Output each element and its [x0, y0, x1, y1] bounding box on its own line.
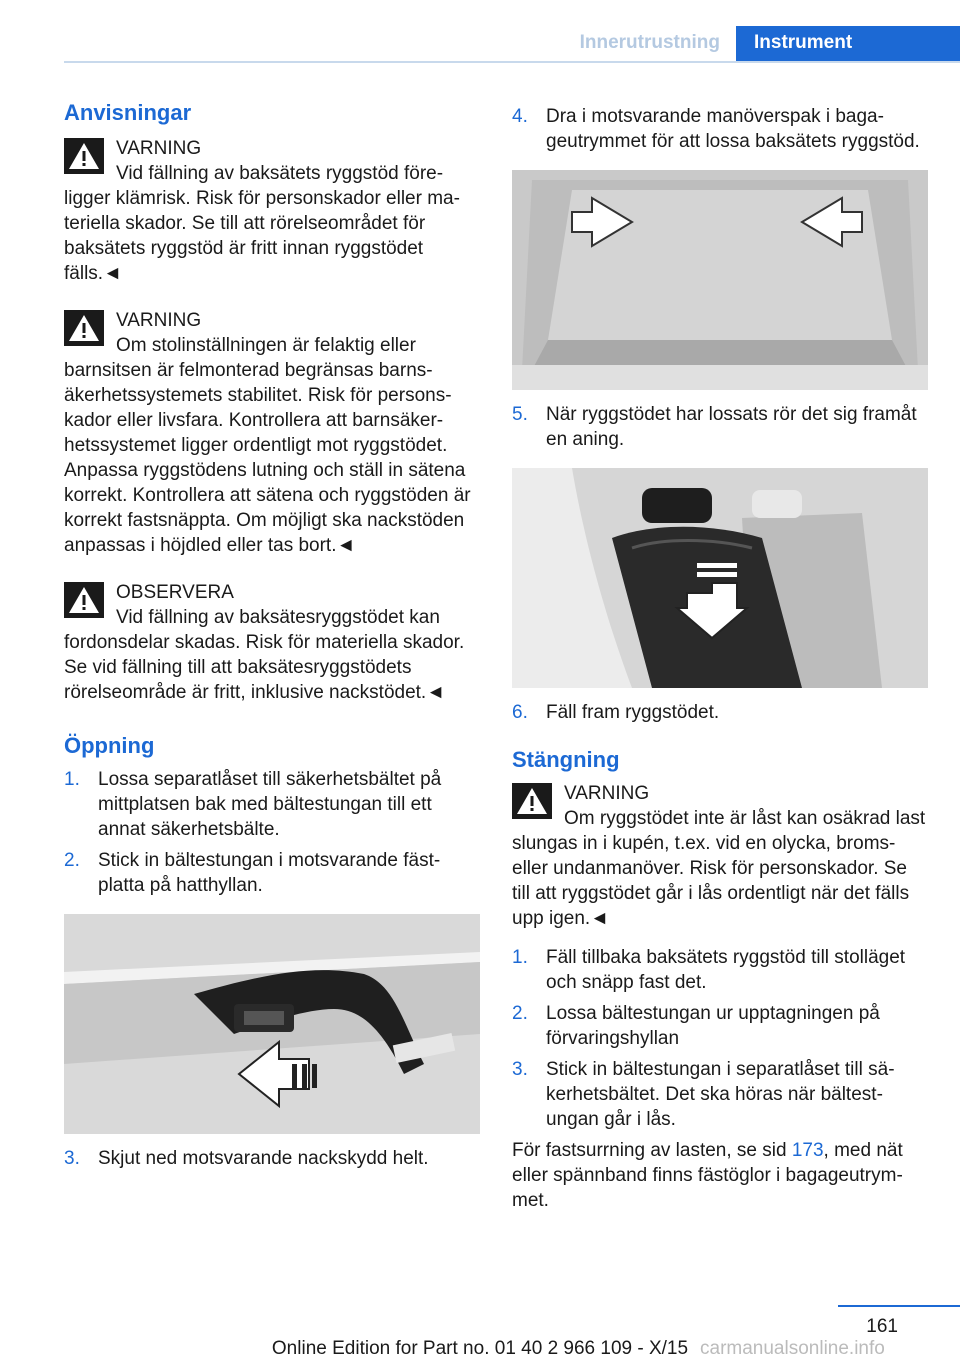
- opening-steps-b: [64, 1146, 480, 1171]
- header-rule: [64, 61, 960, 63]
- footer-rule: [838, 1305, 960, 1307]
- page-link[interactable]: 173: [791, 1140, 824, 1161]
- heading-notes: Anvisningar: [64, 100, 192, 125]
- edition-line: Online Edition for Part no. 01 40 2 966 109 - X/15: [271, 1338, 689, 1359]
- warning-text: Vid fällning av baksätets ryggstöd föreligger klämrisk. Risk för personskador eller materiella skador. Se till att rörelseområdet för baksätets ryggstöd är fritt innan ryggstödet fälls.◄: [64, 163, 460, 284]
- list-item: [64, 1146, 480, 1171]
- step-text: Lossa separatlåset till säkerhetsbältet på mittplatsen bak med bältestungan till ett annat säkerhetsbälte.: [98, 769, 442, 840]
- notice-icon: [64, 582, 104, 618]
- list-item: [512, 1057, 928, 1132]
- opening-steps-e: [512, 700, 928, 725]
- notice-block: [64, 580, 480, 705]
- step-number: 3.: [64, 1148, 80, 1169]
- warning-block-2: [64, 308, 480, 558]
- step-number: 2.: [512, 1003, 528, 1024]
- step-text: Fäll tillbaka baksätets ryggstöd till stolläget och snäpp fast det.: [546, 947, 906, 993]
- list-item: [512, 945, 928, 995]
- closing-steps: [512, 945, 928, 1132]
- step-text: Skjut ned motsvarande nackskydd helt.: [98, 1148, 429, 1169]
- list-item: [64, 767, 480, 842]
- warning-label: VARNING: [116, 138, 202, 159]
- notice-label: OBSERVERA: [116, 582, 234, 603]
- illustration-belt-tongue: [64, 914, 480, 1134]
- list-item: [512, 402, 928, 452]
- warning-text: Om ryggstödet inte är låst kan osäkrad last slungas in i kupén, t.ex. vid en olycka, broms- eller undanmanöver. Risk för personskador. Se till att ryggstödet går i lås ordentligt när det fälls upp igen.◄: [512, 808, 926, 929]
- notice-text: Vid fällning av baksätesryggstödet kan fordonsdelar skadas. Risk för materiella skador. Se vid fällning till att baksätesryggstödets rörelseområde är fritt, inklusive nackstödet.◄: [64, 607, 465, 703]
- illustration-backrest: [512, 468, 928, 688]
- warning-label: VARNING: [564, 783, 650, 804]
- step-number: 6.: [512, 702, 528, 723]
- section-tab[interactable]: Innerutrustning: [579, 32, 720, 53]
- list-item: [512, 700, 928, 725]
- list-item: [512, 104, 928, 154]
- step-number: 5.: [512, 404, 528, 425]
- left-column: [64, 98, 480, 1171]
- closing-note: [512, 1138, 928, 1213]
- step-text: Fäll fram ryggstödet.: [546, 702, 720, 723]
- warning-icon: [512, 783, 552, 819]
- step-text: Lossa bältestungan ur upptagningen på förvaringshyllan: [546, 1003, 880, 1049]
- note-text-before: För fastsurrning av lasten, se sid: [512, 1140, 792, 1161]
- opening-steps-c: [512, 104, 928, 154]
- list-item: [64, 848, 480, 898]
- warning-icon: [64, 138, 104, 174]
- step-text: Dra i motsvarande manöverspak i bagageutrymmet för att lossa baksätets ryggstöd.: [546, 106, 920, 152]
- note-text-after: , med nät eller spännband finns fästöglor i bagageutrymmet.: [512, 1140, 903, 1211]
- warning-block-1: [64, 136, 480, 286]
- opening-steps-a: [64, 767, 480, 898]
- step-number: 4.: [512, 106, 528, 127]
- right-column: [512, 104, 928, 1213]
- warning-block-3: [512, 781, 928, 931]
- step-text: Stick in bältestungan i separatlåset till säkerhetsbältet. Det ska höras när bältestungan går i lås.: [546, 1059, 895, 1130]
- step-number: 3.: [512, 1059, 528, 1080]
- page-number: 161: [866, 1316, 898, 1337]
- step-text: Stick in bältestungan i motsvarande fästplatta på hatthyllan.: [98, 850, 441, 896]
- warning-text: Om stolinställningen är felaktig eller barnsitsen är felmonterad begränsas barnsäkerhetssystemets stabilitet. Risk för personskador eller livsfara. Kontrollera att barnsäkerhetssystemet ligger ordentligt mot ryggstödet. Anpassa ryggstödens lutning och ställ in sätena korrekt. Kontrollera att sätena och ryggstöden är korrekt fastsnäppta. Om möjligt ska nackstöden anpassas i höjdled eller tas bort.◄: [64, 335, 471, 556]
- watermark: carmanualsonline.info: [700, 1338, 885, 1359]
- warning-icon: [64, 310, 104, 346]
- illustration-trunk: [512, 170, 928, 390]
- warning-label: VARNING: [116, 310, 202, 331]
- chapter-tab[interactable]: Instrument: [736, 26, 960, 62]
- list-item: [512, 1001, 928, 1051]
- step-number: 1.: [512, 947, 528, 968]
- opening-steps-d: [512, 402, 928, 452]
- step-number: 2.: [64, 850, 80, 871]
- step-number: 1.: [64, 769, 80, 790]
- step-text: När ryggstödet har lossats rör det sig framåt en aning.: [546, 404, 917, 450]
- heading-closing: Stängning: [512, 747, 620, 772]
- heading-opening: Öppning: [64, 733, 155, 758]
